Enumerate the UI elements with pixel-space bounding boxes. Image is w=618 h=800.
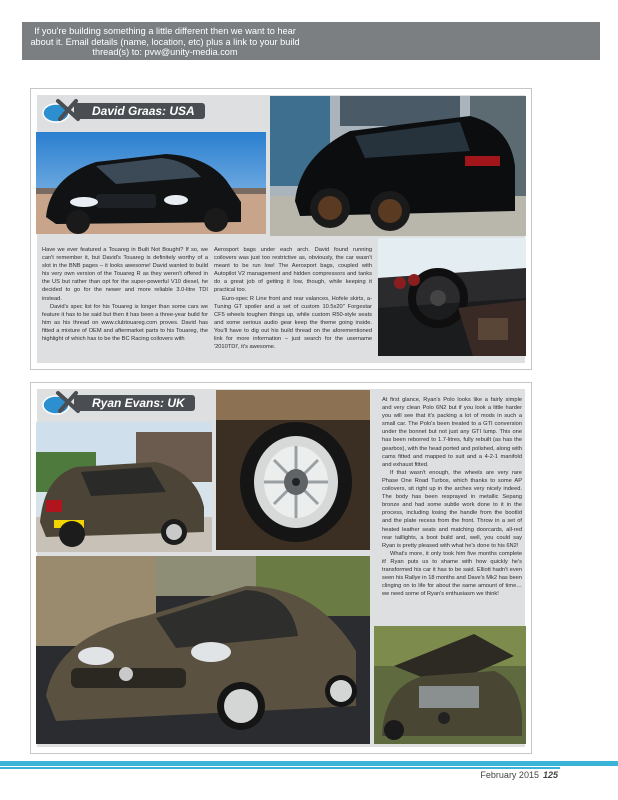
page-footer — [480, 770, 558, 780]
photo-polo-engine — [374, 626, 526, 744]
photo-polo-rear — [36, 422, 212, 552]
feature2-column — [382, 396, 522, 598]
footer-rule-thin — [0, 767, 560, 769]
photo-touareg-interior — [378, 238, 526, 356]
photo-touareg-rear — [270, 96, 526, 236]
footer-rule — [0, 761, 618, 766]
photo-polo-wheel — [216, 390, 370, 550]
issue-date: February 2015 — [480, 770, 539, 780]
paragraph: If that wasn't enough, the wheels are very rare Phase One Road Turbos, which thanks to some AP coilovers, sit right up in the arches very nicely indeed. The body has been resprayed in metallic Sepang bronze and had some subtle work done to it in the process, including losing the handle from the bootlid and the plate recess from the front. Throw in a set of heated leather seats and matching doorcards, all-red rear taillights, a boot build and, well, you could say Ryan is pretty pleased with what he's done to his 6N2! — [382, 469, 522, 549]
feature-title-text: David Graas: USA — [74, 103, 205, 119]
feature-title-text: Ryan Evans: UK — [74, 395, 195, 411]
feature-title-ryan — [38, 392, 195, 414]
photo-touareg-front — [36, 132, 266, 234]
paragraph: Aerosport bags under each arch. David found running coilovers was just too restrictive as, obviously, the car wasn't meant to be run low! The Aerosport bags, coupled with Autopilot V2 management and hidden compressors and tanks do a great job of getting it low, though, while keeping it practical too. — [214, 247, 372, 294]
feature1-column-2 — [214, 246, 372, 351]
paragraph: At first glance, Ryan's Polo looks like a fairly simple and very clean Polo 6N2 but if you look a little harder you will see that it's packing a lot of mods in such a small car. The Polo's been treated to a GTI conversion under the bonnet but not just any GTI lump. This one has been reborred to 1.7-litres, fully rebuilt (as has the gearbox), with the head ported and polished, along with cams fitted and mapped to suit and a 4-2-1 manifold and exhaust fitted. — [382, 397, 522, 468]
photo-polo-front — [36, 556, 370, 744]
paragraph: Euro-spec R Line front and rear valances, Hofele skirts, a-Tuning GT spoiler and a set of custom 10.5x20" Forgestar CF5 wheels toughen things up, while custom R50-style seats and some serious audio gear keep the theme going inside. You'll have to dig out his build thread on the aforementioned link for more information – just search for the username '2010TDI', it's awesome. — [214, 295, 372, 351]
paragraph: David's spec list for his Touareg is longer than some cars we feature it has to be said but then it has been a three-year build for him as his thread on www.clubtouareg.com proves. David has fitted a mixture of OEM and aftermarket parts to his Touareg, the highlight of which has to be the BC Racing coilovers with — [42, 303, 208, 343]
contact-text: If you're building something a little different then we want to hear about it. Email details (name, location, etc) plus a link to your build thread(s) to: pvw@unity-media.com — [30, 26, 300, 57]
page-number: 125 — [542, 770, 558, 780]
feature-title-david — [38, 100, 205, 122]
paragraph: What's more, it only took him five months complete it! Ryan puts us to shame with how quickly he's transformed his car it has to be said. Elliott hadn't even seen his Rallye in 18 months and Dave's Mk2 has been clinging on to life for about the same amount of time… we need some of Ryan's enthusiasm we think! — [382, 550, 522, 598]
paragraph: Have we ever featured a Touareg in Built Not Bought? If so, we can't remember it, but David's Touareg is definitely worthy of a slot in the BNB pages – it looks awesome! David wanted to build his very own version of the Touareg R as they weren't offered in the US but rather than opt for the super-powerful V10 diesel, he decided to go for the newer and more reliable 3.0-litre TDI instead. — [42, 247, 208, 302]
feature1-column-1 — [42, 246, 208, 343]
